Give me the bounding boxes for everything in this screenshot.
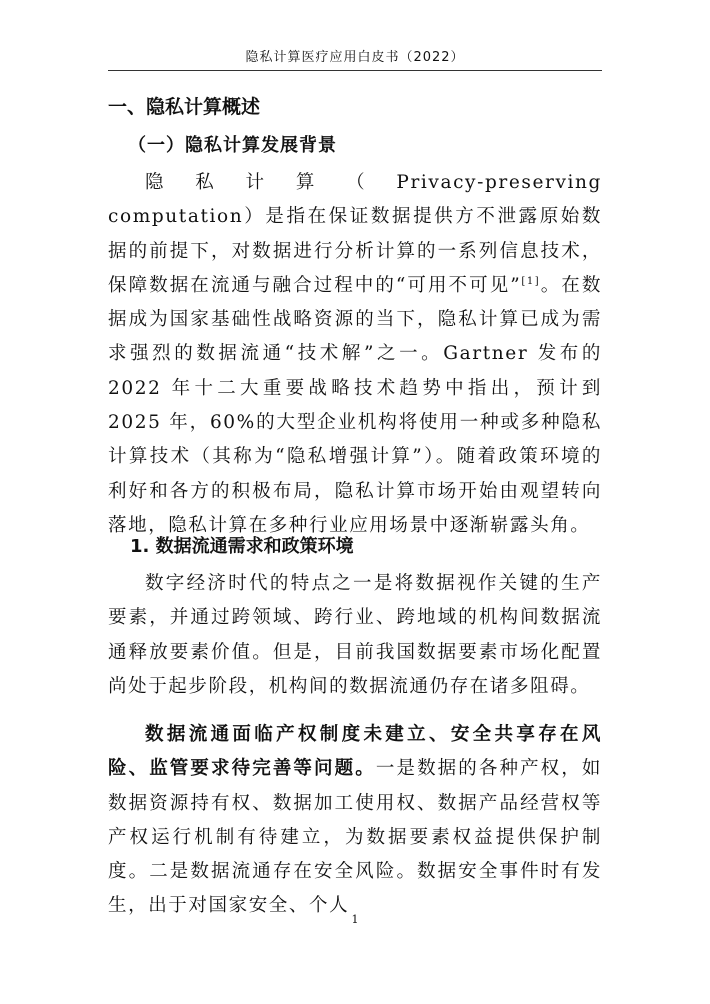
- citation-marker: [1]: [521, 275, 541, 287]
- paragraph-background: [108, 166, 602, 543]
- bold-lead-sentence: 数据流通面临产权制度未建立、安全共享存在风险、监管要求待完善等问题。: [108, 724, 602, 780]
- running-header: 隐私计算医疗应用白皮书（2022）: [245, 50, 465, 65]
- sub-subsection-heading: 1. 数据流通需求和政策环境: [130, 536, 354, 557]
- page-number: 1: [351, 913, 359, 926]
- paragraph-issues: [108, 718, 602, 924]
- subsection-heading: （一）隐私计算发展背景: [128, 135, 337, 156]
- paragraph-text: 一是数据的各种产权，如数据资源持有权、数据加工使用权、数据产品经营权等产权运行机制有待建立，为数据要素权益提供保护制度。二是数据流通存在安全风险。数据安全事件时有发生，出于对国家安全、个人: [108, 758, 602, 917]
- paragraph-text: 隐私计算（Privacy-preserving computation）是指在保证数据提供方不泄露原始数据的前提下，对数据进行分析计算的一系列信息技术，保障数据在流通与融合过程中的“可用不可见”: [108, 172, 602, 296]
- section-heading: 一、隐私计算概述: [108, 96, 261, 118]
- paragraph-text-cont: 。在数据成为国家基础性战略资源的当下，隐私计算已成为需求强烈的数据流通“技术解”之一。Gartner 发布的 2022 年十二大重要战略技术趋势中指出，预计到 2025 年，60%的大型企业机构将使用一种或多种隐私计算技术（其称为“隐私增强计算”）。随着政策环境的利好和各方的积极布局，隐私计算市场开始由观望转向落地，隐私计算在多种行业应用场景中逐渐崭露头角。: [108, 274, 602, 536]
- header-divider: [108, 70, 602, 71]
- paragraph-data-flow: 数字经济时代的特点之一是将数据视作关键的生产要素，并通过跨领域、跨行业、跨地域的机构间数据流通释放要素价值。但是，目前我国数据要素市场化配置尚处于起步阶段，机构间的数据流通仍存在诸多阻碍。: [108, 573, 602, 697]
